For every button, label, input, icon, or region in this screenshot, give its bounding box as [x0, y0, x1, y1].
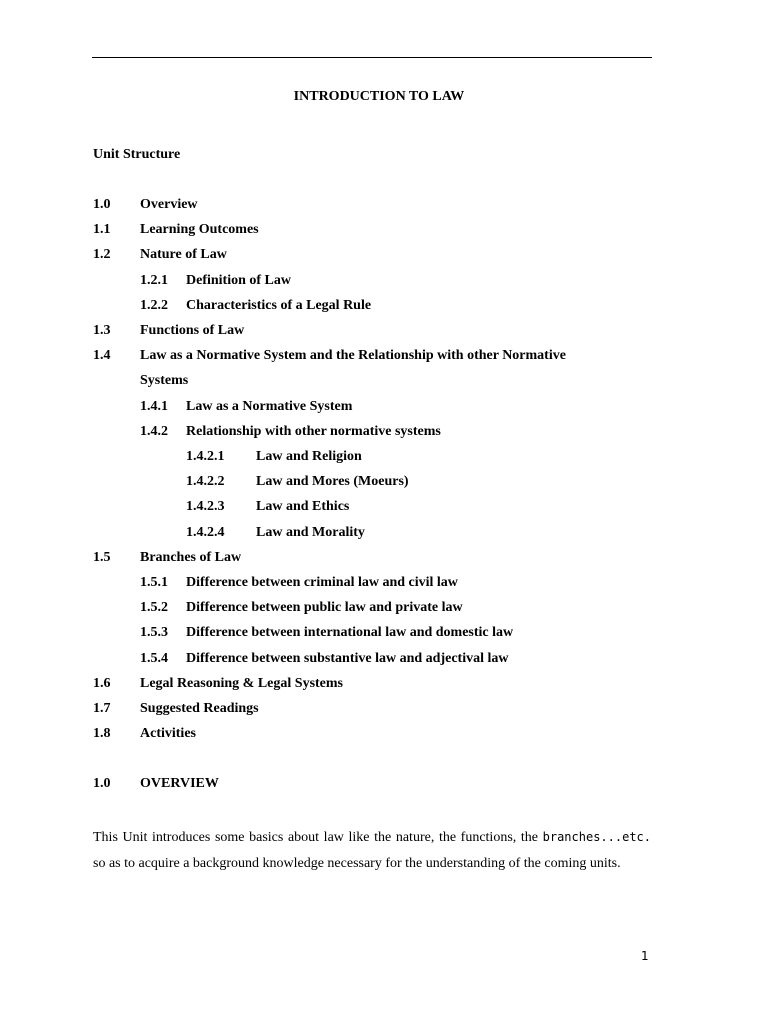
toc-entry-number: 1.5.4	[140, 650, 168, 666]
overview-heading	[93, 775, 219, 793]
overview-paragraph-part1: This Unit introduces some basics about law like the nature, the functions, the	[93, 830, 543, 845]
toc-entry-number: 1.5.1	[140, 575, 168, 590]
overview-paragraph-mono: branches...etc.	[542, 830, 651, 844]
toc-entry-text: Law and Morality	[256, 524, 365, 540]
toc-entry-number: 1.4.2.1	[186, 449, 225, 464]
toc-entry-text: Systems	[140, 373, 189, 389]
toc-entry-text: Suggested Readings	[140, 701, 259, 716]
overview-heading-text: OVERVIEW	[140, 776, 219, 791]
toc-entry-text: Overview	[140, 197, 198, 212]
toc-entry-number: 1.4.2	[140, 423, 168, 439]
toc-entry-number: 1.4.1	[140, 398, 168, 414]
toc-entry-text: Functions of Law	[140, 323, 245, 338]
toc-entry-text: Relationship with other normative systems	[186, 423, 441, 439]
toc-entry-text: Characteristics of a Legal Rule	[186, 297, 372, 313]
toc-entry-number: 1.4	[93, 348, 111, 364]
toc-entry-number: 1.4.2.3	[186, 499, 225, 515]
overview-heading-number: 1.0	[93, 776, 111, 791]
toc-entry-text: Difference between substantive law and adjectival law	[186, 650, 509, 666]
toc-entry-number: 1.5.3	[140, 625, 168, 641]
toc-entry-number: 1.5	[93, 549, 111, 565]
toc-entry-number: 1.0	[93, 197, 111, 212]
toc-entry-text: Legal Reasoning & Legal Systems	[140, 675, 343, 691]
toc-entry-number: 1.2	[93, 247, 111, 263]
toc-entry-text: Learning Outcomes	[140, 222, 259, 238]
toc-entry-number: 1.3	[93, 323, 111, 338]
toc-entry-number: 1.1	[93, 222, 111, 238]
overview-paragraph	[93, 825, 651, 876]
unit-structure-heading: Unit Structure	[93, 147, 181, 162]
document-title: INTRODUCTION TO LAW	[293, 89, 465, 104]
toc-entry-text: Nature of Law	[140, 247, 227, 263]
toc-entry-number: 1.4.2.2	[186, 474, 225, 490]
toc-entry-text: Law and Ethics	[256, 499, 350, 515]
toc-entry-text: Branches of Law	[140, 549, 242, 565]
page-number: 1	[641, 949, 649, 963]
toc-entry-number: 1.6	[93, 675, 111, 691]
toc-entry-text: Difference between public law and private law	[186, 600, 463, 616]
toc-entry-number: 1.7	[93, 701, 111, 716]
toc-entry-text: Activities	[140, 726, 196, 742]
toc-entry-number: 1.2.1	[140, 272, 168, 288]
toc-entry-number: 1.5.2	[140, 600, 168, 616]
toc-entry-text: Law and Mores (Moeurs)	[256, 474, 409, 490]
toc-entry-text: Difference between criminal law and civil law	[186, 575, 458, 590]
toc-entry-text: Law as a Normative System and the Relationship with other Normative	[140, 348, 566, 364]
toc-entry-text: Definition of Law	[186, 272, 291, 288]
overview-paragraph-part2: so as to acquire a background knowledge necessary for the understanding of the coming units.	[93, 855, 621, 871]
toc-entry-number: 1.2.2	[140, 297, 168, 313]
toc-entry-number: 1.4.2.4	[186, 524, 225, 540]
toc-entry-number: 1.8	[93, 726, 111, 742]
toc-entry-text: Difference between international law and domestic law	[186, 625, 514, 641]
toc-entry-text: Law as a Normative System	[186, 398, 353, 414]
toc-entry-text: Law and Religion	[256, 449, 362, 464]
